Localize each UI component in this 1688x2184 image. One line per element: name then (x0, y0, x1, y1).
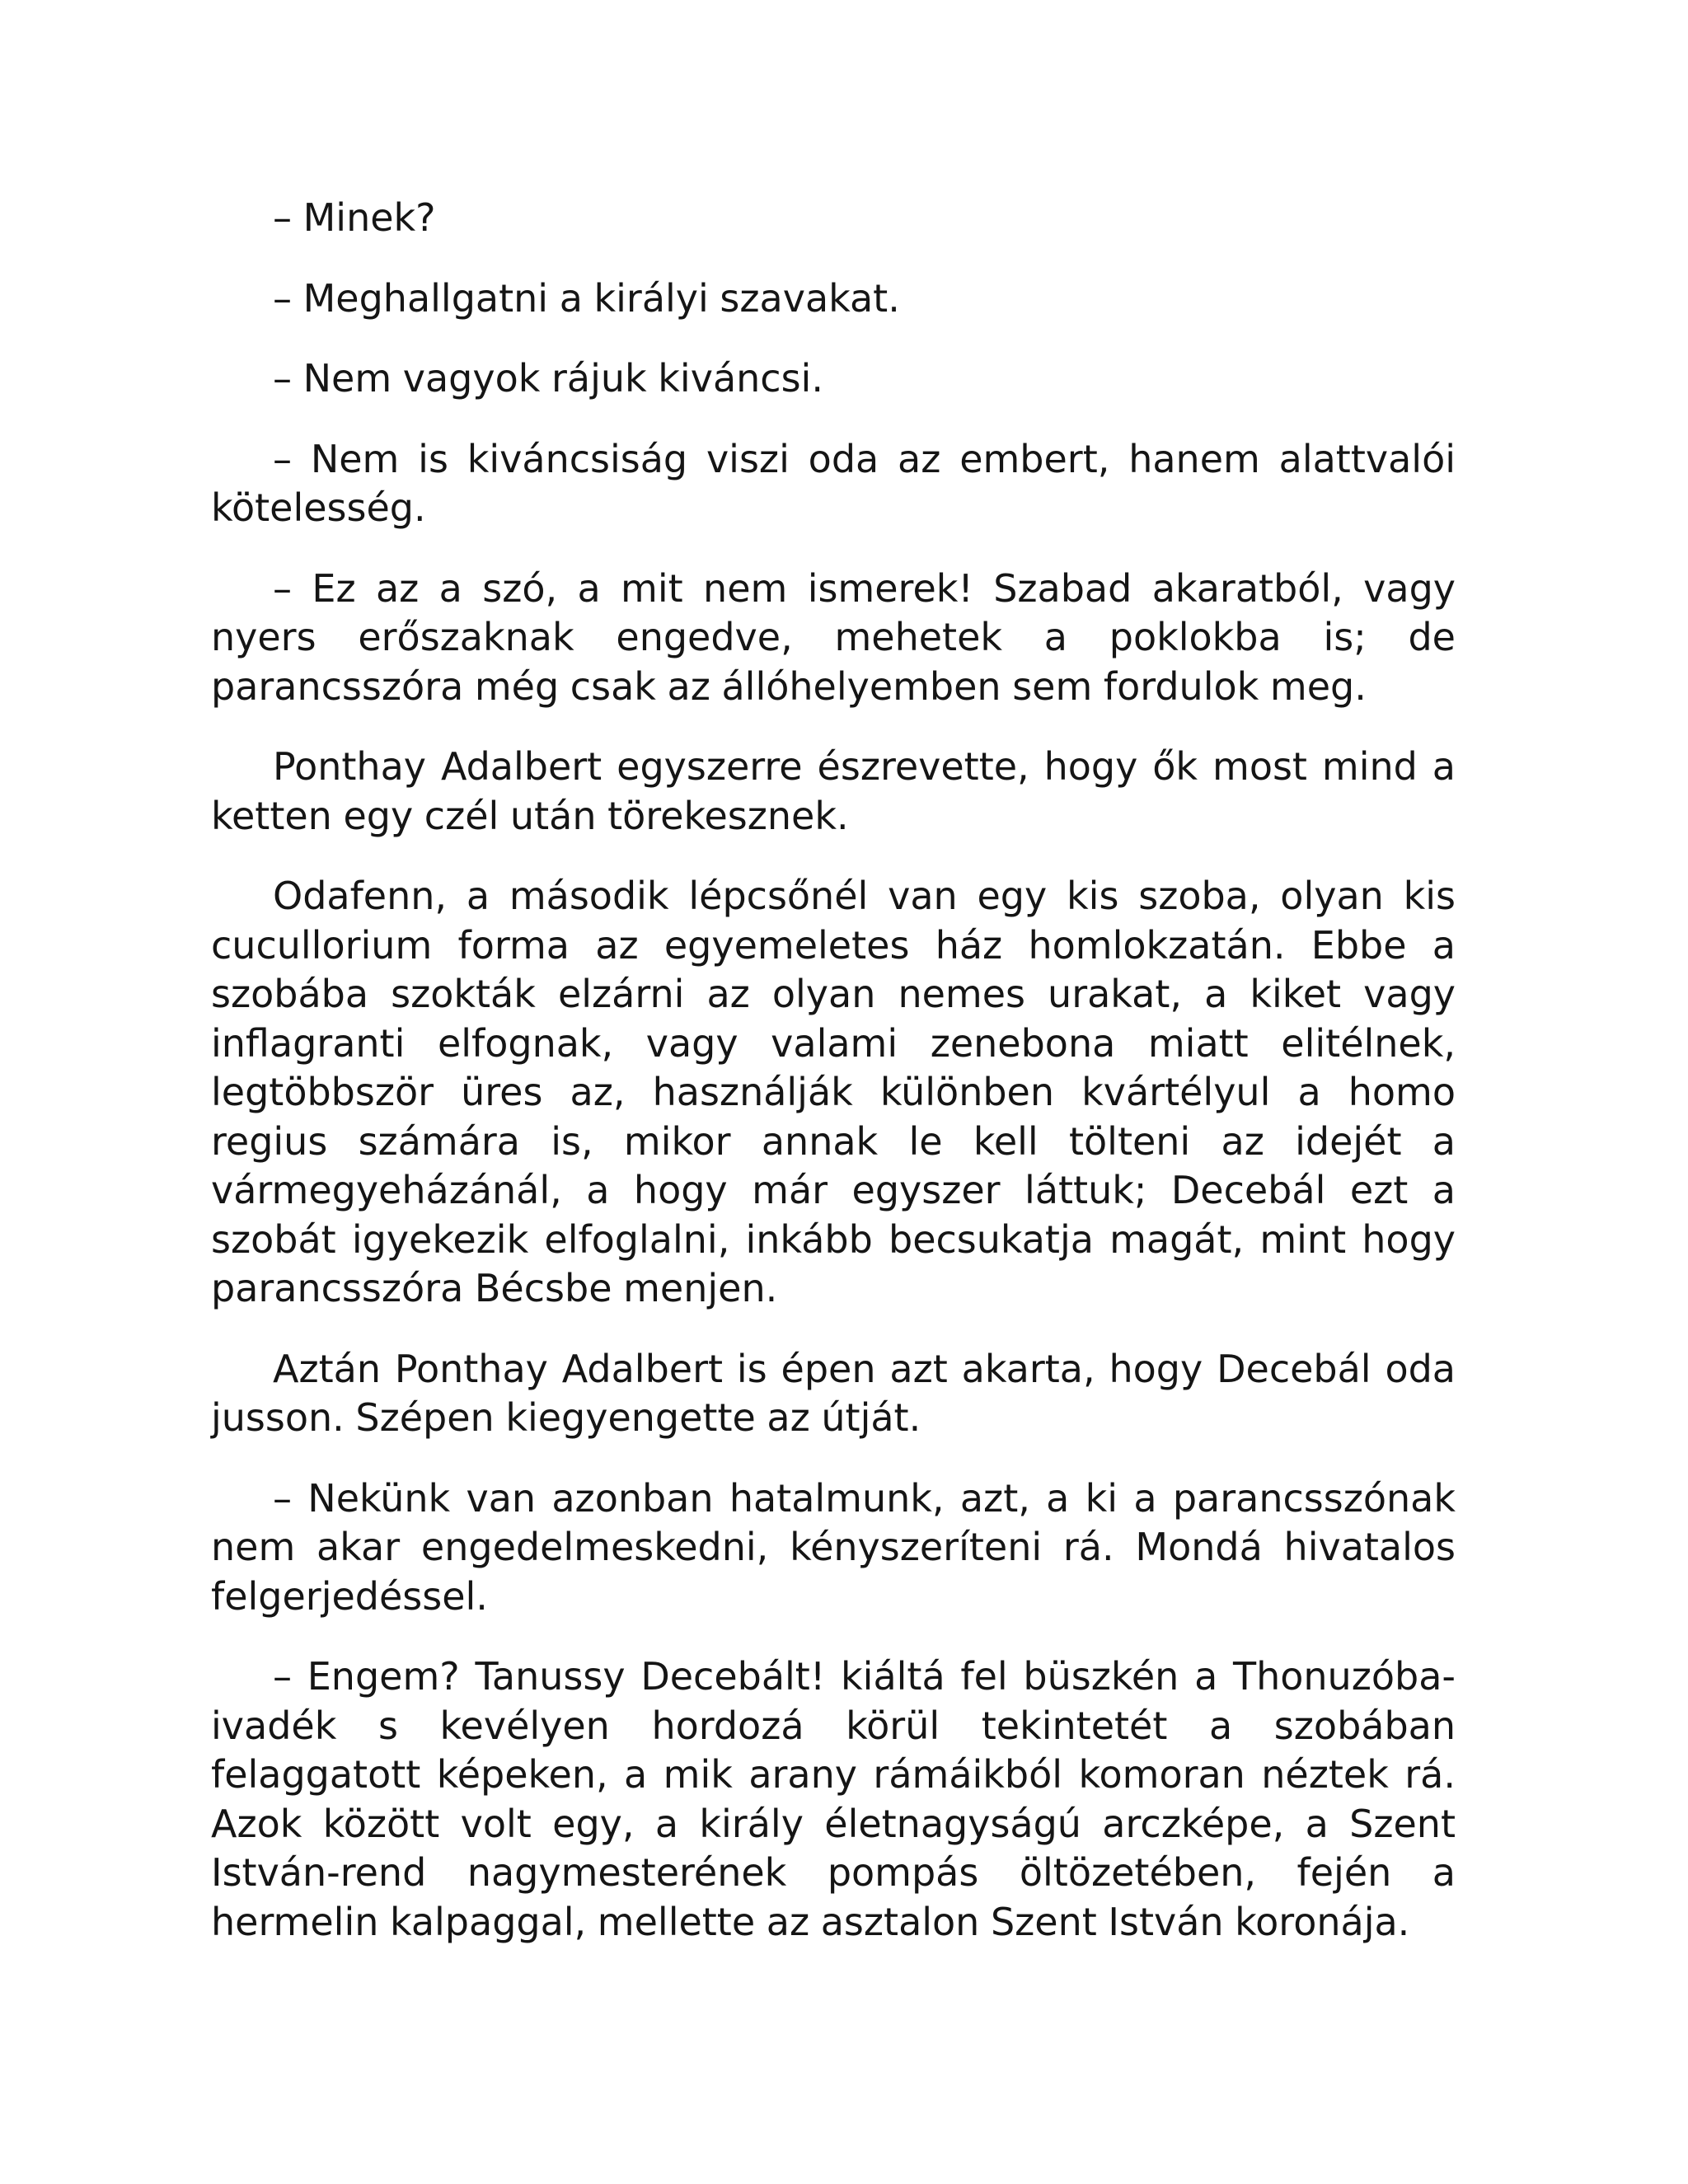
dialogue-line: – Ez az a szó, a mit nem ismerek! Szabad akaratból, vagy nyers erőszaknak engedve, mehetek a poklokba is; de parancsszóra még csak az állóhelyemben sem fordulok meg. (211, 565, 1456, 709)
dialogue-line: – Engem? Tanussy Decebált! kiáltá fel büszkén a Thonuzóba-ivadék s kevélyen hordozá körül tekintetét a szobában felaggatott képeken, a mik arany rámáikból komoran néztek rá. Azok között volt egy, a király életnagyságú arczképe, a Szent István-rend nagymesterének pompás öltözetében, fején a hermelin kalpaggal, mellette az asztalon Szent István koronája. (211, 1654, 1456, 1944)
narrative-paragraph: Ponthay Adalbert egyszerre észrevette, hogy ők most mind a ketten egy czél után törekesznek. (211, 744, 1456, 838)
dialogue-line: – Meghallgatni a királyi szavakat. (273, 275, 900, 321)
dialogue-line: – Nekünk van azonban hatalmunk, azt, a ki a parancsszónak nem akar engedelmeskedni, kényszeríteni rá. Mondá hivatalos felgerjedéssel. (211, 1475, 1456, 1619)
body-text (211, 194, 1456, 1947)
dialogue-line: – Nem vagyok rájuk kiváncsi. (273, 356, 823, 401)
narrative-paragraph: Odafenn, a második lépcsőnél van egy kis szoba, olyan kis cucullorium forma az egyemeletes ház homlokzatán. Ebbe a szobába szokták elzárni az olyan nemes urakat, a kiket vagy inflagranti elfognak, vagy valami zenebona miatt elitélnek, legtöbbször üres az, használják különben kvártélyul a homo regius számára is, mikor annak le kell tölteni az idejét a vármegyeházánál, a hogy már egyszer láttuk; Decebál ezt a szobát igyekezik elfoglalni, inkább becsukatja magát, mint hogy parancsszóra Bécsbe menjen. (211, 874, 1456, 1310)
narrative-paragraph: Aztán Ponthay Adalbert is épen azt akarta, hogy Decebál oda jusson. Szépen kiegyengette az útját. (211, 1346, 1456, 1440)
dialogue-line: – Nem is kiváncsiság viszi oda az embert, hanem alattvalói kötelesség. (211, 436, 1456, 530)
dialogue-line: – Minek? (273, 195, 436, 240)
